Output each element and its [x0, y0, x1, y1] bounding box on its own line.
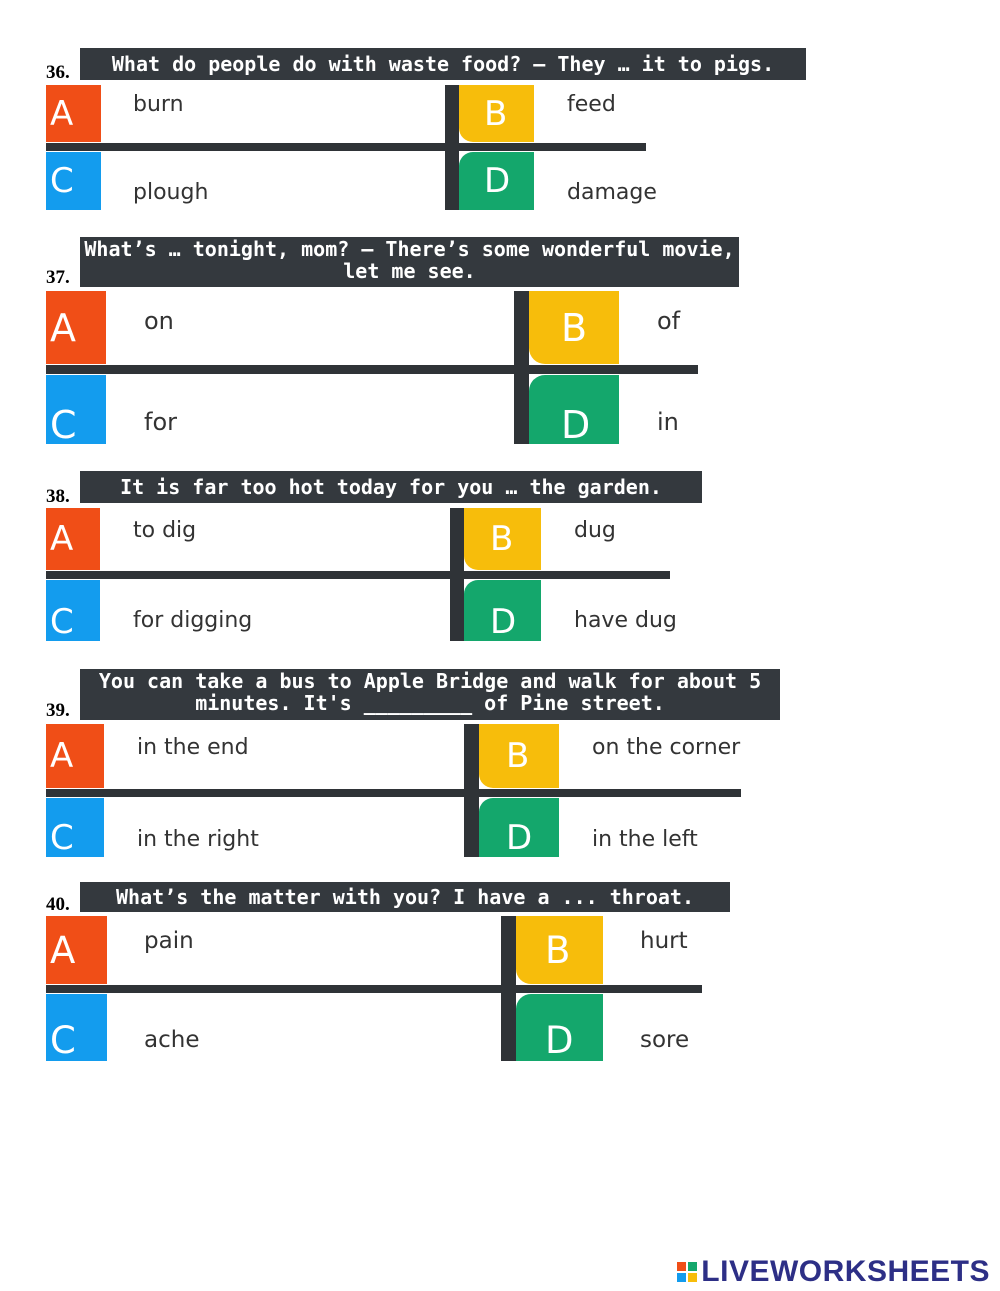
option-a-letter: A	[50, 93, 74, 134]
option-d-letter: D	[490, 601, 517, 642]
option-a-letter: A	[50, 736, 74, 776]
option-b-answer[interactable]: feed	[567, 92, 616, 117]
option-divider-horizontal	[46, 143, 646, 151]
option-a-answer[interactable]: pain	[144, 928, 194, 954]
question-text: What’s … tonight, mom? – There’s some wonderful movie, let me see.	[80, 237, 739, 287]
option-c-answer[interactable]: in the right	[137, 827, 259, 852]
option-c-answer[interactable]: for digging	[133, 608, 253, 633]
option-d-answer[interactable]: sore	[640, 1027, 690, 1053]
option-b-letter: B	[561, 305, 588, 350]
question-text: You can take a bus to Apple Bridge and walk for about 5 minutes. It's _________ of Pine street.	[80, 669, 780, 720]
option-a-letter: A	[50, 519, 74, 559]
option-b-letter: B	[506, 736, 530, 776]
question-text: It is far too hot today for you … the garden.	[80, 471, 702, 503]
question-text: What do people do with waste food? – They … it to pigs.	[80, 48, 806, 80]
option-b-answer[interactable]: on the corner	[592, 735, 741, 760]
option-b-letter: B	[484, 93, 508, 134]
option-a-answer[interactable]: to dig	[133, 518, 197, 543]
option-c-answer[interactable]: ache	[144, 1027, 200, 1053]
option-c-letter: C	[50, 601, 74, 642]
option-a-letter: A	[50, 928, 76, 972]
option-c-letter: C	[50, 161, 74, 201]
option-d-answer[interactable]: in the left	[592, 827, 698, 852]
question-text: What’s the matter with you? I have a ... throat.	[80, 882, 730, 912]
option-d-letter: D	[484, 161, 511, 201]
option-c-letter: C	[50, 817, 74, 858]
option-c-answer[interactable]: plough	[133, 180, 209, 205]
option-b-answer[interactable]: hurt	[640, 928, 688, 954]
option-d-answer[interactable]: in	[657, 408, 679, 436]
option-c-answer[interactable]: for	[144, 408, 177, 436]
option-a-letter: A	[50, 305, 76, 350]
question-number: 39.	[46, 700, 70, 721]
option-c-letter: C	[50, 402, 77, 447]
option-a-answer[interactable]: burn	[133, 92, 184, 117]
option-b-answer[interactable]: dug	[574, 518, 616, 543]
question-number: 36.	[46, 62, 70, 83]
option-divider-horizontal	[46, 571, 670, 579]
option-a-answer[interactable]: on	[144, 307, 174, 335]
logo-text: LIVEWORKSHEETS	[701, 1255, 990, 1288]
option-b-answer[interactable]: of	[657, 307, 681, 335]
liveworksheets-logo[interactable]	[677, 1255, 990, 1289]
question-number: 37.	[46, 267, 70, 288]
logo-icon	[677, 1262, 697, 1282]
option-divider-horizontal	[46, 789, 741, 797]
option-d-letter: D	[506, 817, 533, 858]
option-b-letter: B	[545, 928, 571, 972]
option-c-letter: C	[50, 1019, 76, 1062]
option-divider-horizontal	[46, 365, 698, 374]
question-number: 40.	[46, 894, 70, 915]
option-d-letter: D	[545, 1019, 574, 1062]
question-number: 38.	[46, 486, 70, 507]
option-d-letter: D	[561, 402, 591, 447]
option-d-answer[interactable]: damage	[567, 180, 657, 205]
option-a-answer[interactable]: in the end	[137, 735, 249, 760]
option-d-answer[interactable]: have dug	[574, 608, 677, 633]
option-divider-horizontal	[46, 985, 702, 993]
option-b-letter: B	[490, 519, 514, 559]
